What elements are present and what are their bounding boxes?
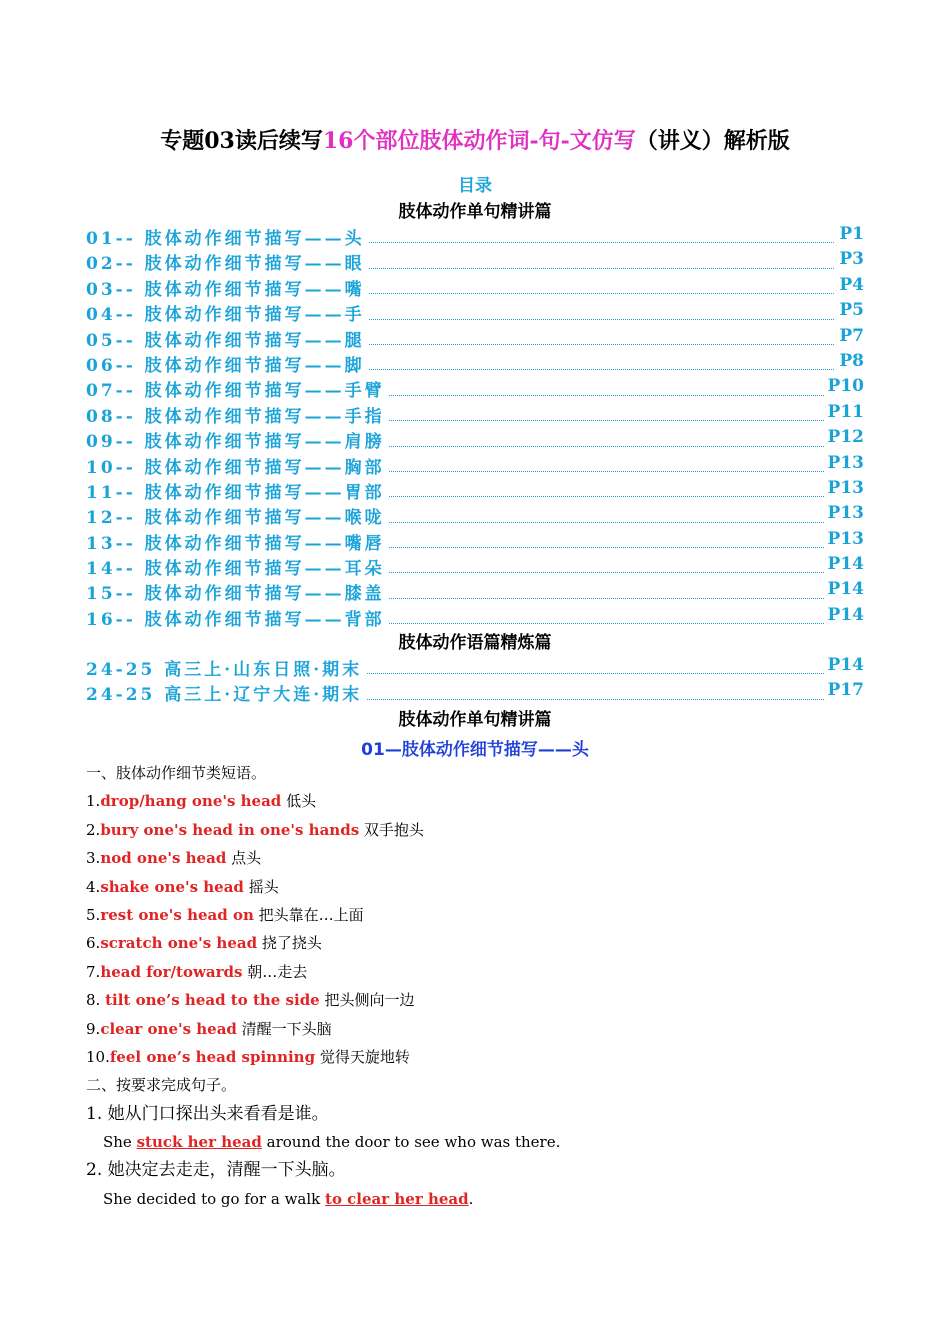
toc-entry-page: P14 bbox=[824, 605, 864, 625]
toc-entry-page: P7 bbox=[835, 326, 864, 346]
toc-entry-label: 05-- 肢体动作细节描写——腿 bbox=[86, 326, 369, 351]
phrase-chinese: 点头 bbox=[226, 849, 262, 868]
phrase-english: drop/hang one's head bbox=[100, 792, 282, 811]
phrase-item bbox=[86, 1015, 886, 1043]
toc-entry[interactable] bbox=[86, 552, 864, 580]
toc-entry[interactable] bbox=[86, 374, 864, 402]
phrase-english: scratch one's head bbox=[100, 934, 258, 953]
toc-section1-title: 肢体动作单句精讲篇 bbox=[398, 202, 552, 222]
toc-entry-page: P5 bbox=[835, 300, 864, 320]
phrase-number: 2. bbox=[86, 820, 101, 839]
toc-entry-page: P13 bbox=[824, 478, 864, 498]
phrase-number: 9. bbox=[86, 1019, 101, 1038]
phrase-chinese: 清醒一下头脑 bbox=[236, 1019, 332, 1038]
phrase-number: 8. bbox=[86, 991, 106, 1010]
toc-entry-page: P17 bbox=[824, 680, 864, 700]
exercise-prompt: 2. 她决定去走走，清醒一下头脑。 bbox=[86, 1160, 346, 1181]
toc-entry-label: 06-- 肢体动作细节描写——脚 bbox=[86, 351, 369, 376]
phrase-chinese: 把头靠在…上面 bbox=[253, 905, 364, 924]
toc-entry-page: P8 bbox=[835, 351, 864, 371]
phrase-number: 4. bbox=[86, 877, 101, 896]
toc-entry-page: P13 bbox=[824, 529, 864, 549]
answer-prefix: She decided to go for a walk bbox=[103, 1189, 326, 1208]
phrase-chinese: 朝…走去 bbox=[242, 962, 308, 981]
phrase-item bbox=[86, 958, 886, 986]
section-title: 01—肢体动作细节描写——头 bbox=[361, 740, 589, 760]
toc-heading: 目录 bbox=[458, 176, 492, 196]
phrase-chinese: 挠了挠头 bbox=[257, 934, 322, 953]
answer-fill: stuck her head bbox=[136, 1133, 262, 1152]
toc-entry-label: 02-- 肢体动作细节描写——眼 bbox=[86, 249, 369, 274]
toc-entry-label: 15-- 肢体动作细节描写——膝盖 bbox=[86, 579, 389, 604]
phrase-chinese: 觉得天旋地转 bbox=[315, 1047, 410, 1066]
phrase-number: 3. bbox=[86, 849, 101, 868]
phrase-chinese: 低头 bbox=[281, 792, 317, 811]
section-heading: 肢体动作单句精讲篇 bbox=[398, 710, 552, 730]
document-title bbox=[0, 124, 950, 155]
phrase-number: 1. bbox=[86, 792, 101, 811]
toc-entry[interactable] bbox=[86, 273, 864, 298]
toc-entry-label: 01-- 肢体动作细节描写——头 bbox=[86, 224, 369, 249]
toc-list-1 bbox=[86, 222, 864, 628]
toc-entry-label: 24-25 高三上·山东日照·期末 bbox=[86, 655, 366, 680]
toc-entry-page: P12 bbox=[824, 427, 864, 447]
toc-entry-label: 14-- 肢体动作细节描写——耳朵 bbox=[86, 554, 389, 579]
exercise-prompt: 1. 她从门口探出头来看看是谁。 bbox=[86, 1103, 329, 1124]
toc-entry[interactable] bbox=[86, 298, 864, 326]
title-part1: 专题03读后续写 bbox=[160, 128, 323, 154]
exercise-answer bbox=[86, 1185, 886, 1213]
phrase-english: nod one's head bbox=[100, 849, 227, 868]
phrase-english: bury one's head in one's hands bbox=[100, 820, 360, 839]
toc-entry-label: 11-- 肢体动作细节描写——胃部 bbox=[86, 478, 389, 503]
toc-entry[interactable] bbox=[86, 476, 864, 501]
title-part2: 16个部位肢体动作词-句-文仿写 bbox=[322, 128, 636, 154]
phrase-number: 10. bbox=[86, 1047, 110, 1066]
toc-entry[interactable] bbox=[86, 678, 864, 706]
toc-entry[interactable] bbox=[86, 501, 864, 529]
part2-heading: 二、按要求完成句子。 bbox=[86, 1076, 237, 1095]
phrase-item bbox=[86, 929, 886, 957]
phrase-english: feel one’s head spinning bbox=[109, 1047, 316, 1066]
phrase-item bbox=[86, 986, 886, 1014]
phrase-item bbox=[86, 787, 886, 815]
answer-prefix: She bbox=[103, 1133, 137, 1152]
phrase-english: clear one's head bbox=[100, 1019, 237, 1038]
toc-entry[interactable] bbox=[86, 451, 864, 476]
phrase-english: tilt one’s head to the side bbox=[105, 991, 320, 1010]
phrase-chinese: 把头侧向一边 bbox=[319, 991, 415, 1010]
toc-list-2 bbox=[86, 653, 864, 704]
toc-entry[interactable] bbox=[86, 653, 864, 678]
phrase-number: 6. bbox=[86, 934, 101, 953]
phrase-number: 5. bbox=[86, 905, 101, 924]
part1-heading: 一、肢体动作细节类短语。 bbox=[86, 764, 267, 782]
phrase-english: shake one's head bbox=[100, 877, 244, 896]
phrase-item bbox=[86, 873, 886, 901]
toc-entry[interactable] bbox=[86, 324, 864, 349]
toc-entry-page: P1 bbox=[835, 224, 864, 244]
phrase-english: head for/towards bbox=[100, 962, 243, 981]
toc-entry[interactable] bbox=[86, 603, 864, 628]
answer-fill: to clear her head bbox=[325, 1189, 469, 1208]
toc-entry-page: P11 bbox=[824, 402, 864, 422]
phrase-number: 7. bbox=[86, 962, 101, 981]
toc-entry-label: 04-- 肢体动作细节描写——手 bbox=[86, 300, 369, 325]
phrase-chinese: 摇头 bbox=[243, 877, 279, 896]
answer-suffix: around the door to see who was there. bbox=[261, 1133, 561, 1152]
toc-entry[interactable] bbox=[86, 425, 864, 453]
toc-entry-label: 10-- 肢体动作细节描写——胸部 bbox=[86, 453, 389, 478]
answer-suffix: . bbox=[468, 1189, 474, 1208]
phrase-item bbox=[86, 901, 886, 929]
toc-entry-page: P10 bbox=[824, 376, 864, 396]
toc-entry-label: 03-- 肢体动作细节描写——嘴 bbox=[86, 275, 369, 300]
phrase-item bbox=[86, 844, 886, 872]
phrase-english: rest one's head on bbox=[100, 905, 254, 924]
title-part3: （讲义）解析版 bbox=[635, 128, 790, 154]
toc-entry-page: P4 bbox=[835, 275, 864, 295]
toc-entry-page: P3 bbox=[835, 249, 864, 269]
toc-entry[interactable] bbox=[86, 577, 864, 605]
toc-entry-page: P14 bbox=[824, 554, 864, 574]
toc-entry-label: 13-- 肢体动作细节描写——嘴唇 bbox=[86, 529, 389, 554]
toc-entry-page: P14 bbox=[824, 655, 864, 675]
phrase-item bbox=[86, 1043, 886, 1071]
toc-entry[interactable] bbox=[86, 247, 864, 275]
exercise-answer bbox=[86, 1128, 886, 1156]
toc-entry-page: P13 bbox=[824, 503, 864, 523]
toc-section2-title: 肢体动作语篇精炼篇 bbox=[398, 633, 552, 653]
toc-entry-label: 07-- 肢体动作细节描写——手臂 bbox=[86, 376, 389, 401]
content-body bbox=[86, 759, 886, 1213]
toc-entry[interactable] bbox=[86, 400, 864, 425]
toc-entry-label: 09-- 肢体动作细节描写——肩膀 bbox=[86, 427, 389, 452]
toc-entry[interactable] bbox=[86, 222, 864, 247]
toc-entry-label: 12-- 肢体动作细节描写——喉咙 bbox=[86, 503, 389, 528]
toc-entry[interactable] bbox=[86, 349, 864, 374]
phrase-item bbox=[86, 816, 886, 844]
toc-entry-label: 24-25 高三上·辽宁大连·期末 bbox=[86, 680, 366, 705]
toc-entry-page: P14 bbox=[824, 579, 864, 599]
phrase-chinese: 双手抱头 bbox=[359, 820, 424, 839]
toc-entry-label: 08-- 肢体动作细节描写——手指 bbox=[86, 402, 389, 427]
toc-entry-page: P13 bbox=[824, 453, 864, 473]
toc-entry[interactable] bbox=[86, 527, 864, 552]
toc-entry-label: 16-- 肢体动作细节描写——背部 bbox=[86, 605, 389, 630]
